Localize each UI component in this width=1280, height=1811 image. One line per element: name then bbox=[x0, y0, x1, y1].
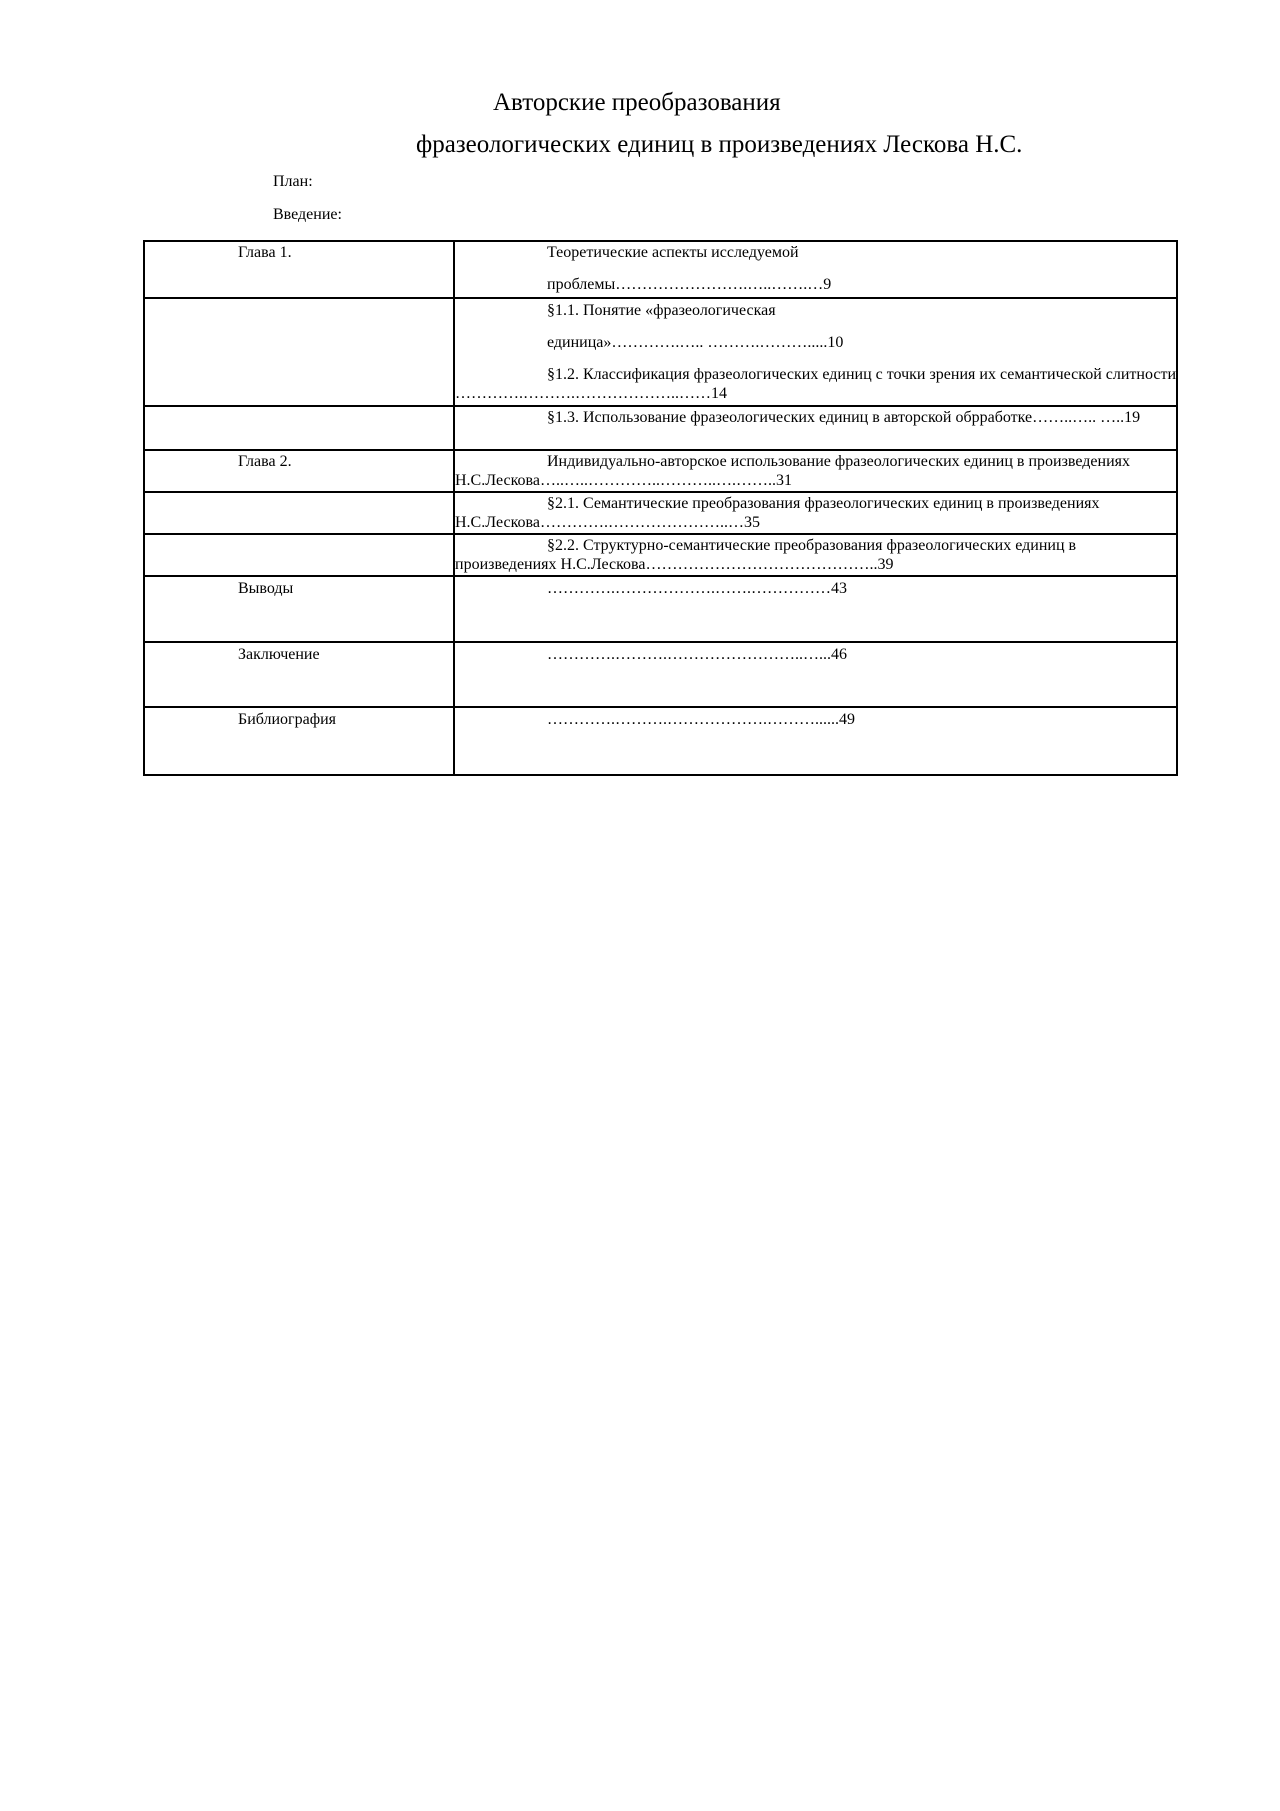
toc-entry-cell bbox=[454, 406, 1177, 450]
toc-chapter-label: Глава 1. bbox=[238, 244, 292, 261]
toc-entry-text: ………….……….……………….………......49 bbox=[547, 711, 855, 728]
toc-label-cell bbox=[144, 450, 454, 492]
table-of-contents bbox=[143, 240, 1178, 776]
toc-chapter-label bbox=[145, 299, 453, 300]
toc-chapter-label: Библиография bbox=[238, 711, 336, 728]
toc-entry-text: §1.2. Классификация фразеологических единиц с точки зрения их семантической слитности ………….……….………………..……14 bbox=[455, 366, 1177, 402]
toc-entry-cell bbox=[454, 642, 1177, 707]
toc-label-cell bbox=[144, 298, 454, 406]
toc-entry-text: ………….……….……………………..…...46 bbox=[547, 646, 847, 663]
toc-entry-cell bbox=[454, 492, 1177, 534]
toc-entry-text: §2.1. Семантические преобразования фразеологических единиц в произведениях Н.С.Лескова………….…………………..…35 bbox=[455, 495, 1100, 531]
table-row bbox=[144, 576, 1177, 642]
toc-entry-text: Теоретические аспекты исследуемой bbox=[547, 244, 799, 261]
toc-label-cell bbox=[144, 534, 454, 576]
table-row bbox=[144, 450, 1177, 492]
table-row bbox=[144, 707, 1177, 775]
table-row bbox=[144, 241, 1177, 298]
table-row bbox=[144, 642, 1177, 707]
toc-entry-cell bbox=[454, 707, 1177, 775]
toc-label-cell bbox=[144, 576, 454, 642]
document-title-line2: фразеологических единиц в произведениях Лескова Н.С. bbox=[416, 131, 1023, 158]
toc-chapter-label bbox=[145, 535, 453, 536]
toc-label-cell bbox=[144, 707, 454, 775]
toc-label-cell bbox=[144, 406, 454, 450]
toc-entry-text: §1.3. Использование фразеологических единиц в авторской обрработке……..….. …..19 bbox=[547, 409, 1141, 426]
toc-entry-text: Индивидуально-авторское использование фразеологических единиц в произведениях Н.С.Лескова…..…..…………..………..….……..31 bbox=[455, 453, 1131, 489]
toc-entry-text: ………….……………….…….……………43 bbox=[547, 580, 847, 597]
toc-chapter-label: Заключение bbox=[238, 646, 320, 663]
toc-chapter-label: Глава 2. bbox=[238, 453, 292, 470]
table-row bbox=[144, 534, 1177, 576]
toc-chapter-label bbox=[145, 493, 453, 494]
table-row bbox=[144, 492, 1177, 534]
toc-entry-cell bbox=[454, 576, 1177, 642]
toc-label-cell bbox=[144, 642, 454, 707]
toc-chapter-label bbox=[145, 407, 453, 408]
toc-entry-cell bbox=[454, 298, 1177, 406]
toc-entry-text: §2.2. Структурно-семантические преобразования фразеологических единиц в произведениях Н.С.Лескова……………………………………..39 bbox=[455, 537, 1077, 573]
toc-entry-text: проблемы…………………….…..…….…9 bbox=[547, 276, 832, 293]
toc-entry-cell bbox=[454, 534, 1177, 576]
table-row bbox=[144, 298, 1177, 406]
table-row bbox=[144, 406, 1177, 450]
toc-chapter-label: Выводы bbox=[238, 580, 294, 597]
intro-label: Введение: bbox=[273, 206, 342, 223]
toc-entry-text: единица»………….….. ……….……….....10 bbox=[547, 334, 844, 351]
toc-entry-text: §1.1. Понятие «фразеологическая bbox=[547, 302, 776, 319]
plan-label: План: bbox=[273, 173, 313, 190]
toc-label-cell bbox=[144, 241, 454, 298]
toc-entry-cell bbox=[454, 241, 1177, 298]
document-title-line1: Авторские преобразования bbox=[493, 89, 781, 116]
toc-entry-cell bbox=[454, 450, 1177, 492]
toc-label-cell bbox=[144, 492, 454, 534]
